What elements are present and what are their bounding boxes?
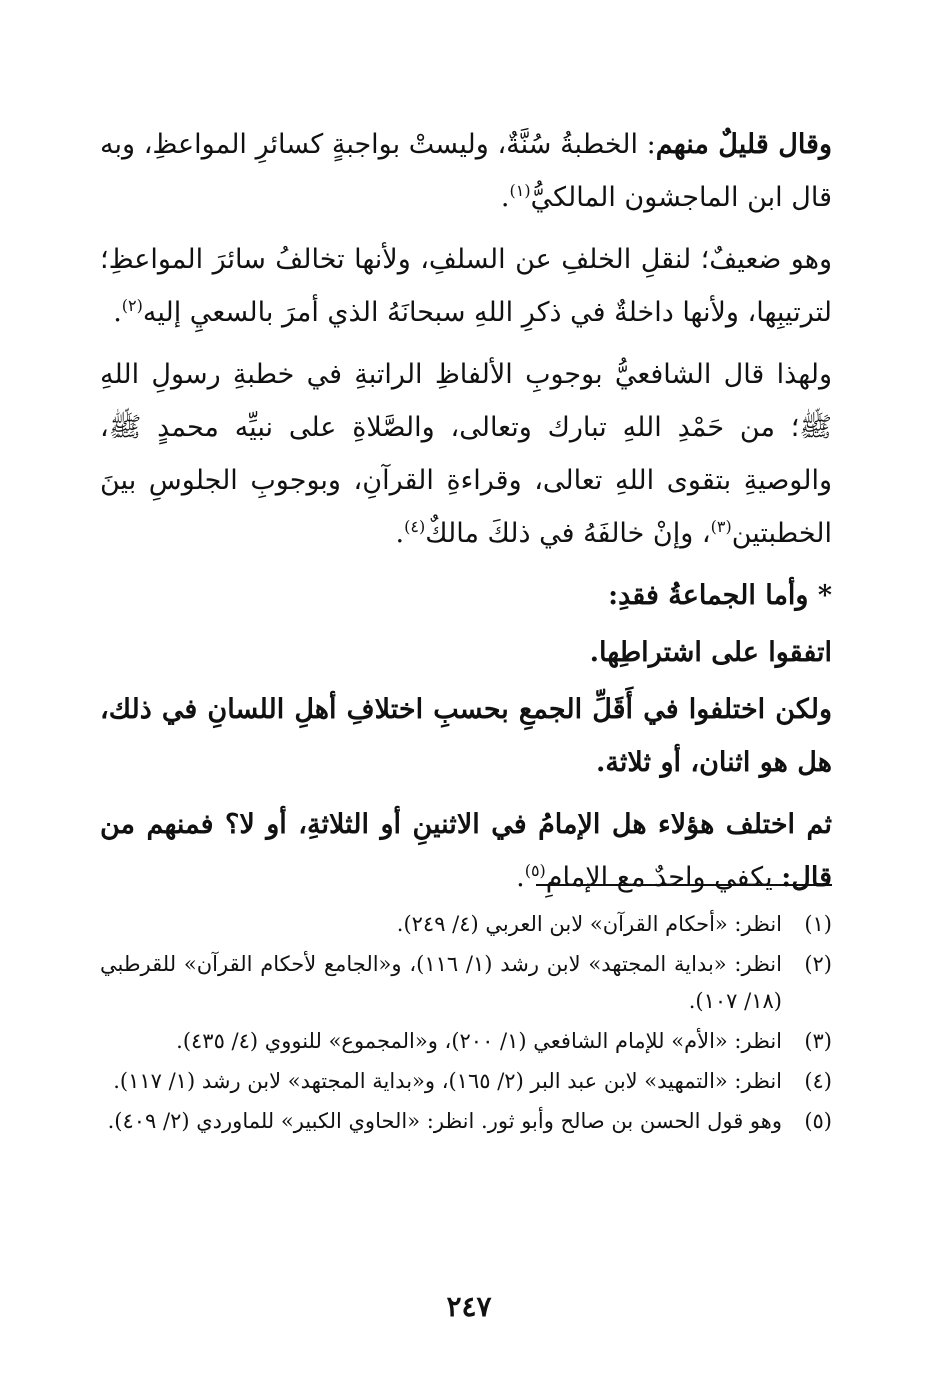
footnote-item	[100, 1063, 832, 1100]
main-text	[100, 118, 832, 913]
paragraph-3-mid: ، وإنْ خالفَهُ في ذلكَ مالكٌ	[425, 518, 711, 549]
footnote-separator	[536, 884, 832, 886]
footnote-ref-4[interactable]: (٤)	[404, 517, 426, 536]
paragraph-7	[100, 798, 832, 904]
footnote-number: (١)	[804, 912, 832, 936]
footnote-text: انظر: «التمهيد» لابن عبد البر (٢/ ١٦٥)، و«بداية المجتهد» لابن رشد (١/ ١١٧).	[113, 1069, 782, 1093]
footnote-item	[100, 1103, 832, 1140]
section-heading-jamaa: * وأما الجماعةُ فقدِ:	[608, 580, 832, 611]
paragraph-6: ولكن اختلفوا في أَقَلِّ الجمعِ بحسبِ اختلافِ أهلِ اللسانِ في ذلك، هل هو اثنان، أو ثلاثة.	[100, 694, 832, 778]
paragraph-1-lead: وقال قليلٌ منهم	[655, 129, 832, 160]
footnote-item	[100, 906, 832, 943]
paragraph-2-text: وهو ضعيفٌ؛ لنقلِ الخلفِ عن السلفِ، ولأنها تخالفُ سائرَ المواعظِ؛ لترتيبِها، ولأنها داخلةٌ في ذكرِ اللهِ سبحانَهُ الذي أمرَ بالسعيِ إليه	[100, 244, 832, 328]
footnote-number: (٣)	[804, 1029, 832, 1053]
paragraph-5: اتفقوا على اشتراطِها.	[589, 637, 832, 668]
paragraph-1	[100, 118, 832, 224]
page-number: ٢٤٧	[446, 1290, 492, 1323]
footnote-number: (٢)	[804, 952, 832, 976]
footnote-text: وهو قول الحسن بن صالح وأبو ثور. انظر: «الحاوي الكبير» للماوردي (٢/ ٤٠٩).	[107, 1109, 782, 1133]
paragraph-3	[100, 348, 832, 560]
footnote-text: انظر: «بداية المجتهد» لابن رشد (١/ ١١٦)، و«الجامع لأحكام القرآن» للقرطبي (١٨/ ١٠٧).	[100, 952, 782, 1013]
paragraph-1-end: .	[500, 182, 510, 213]
footnote-ref-5[interactable]: (٥)	[524, 861, 546, 880]
paragraph-2	[100, 233, 832, 339]
footnote-number: (٤)	[804, 1069, 832, 1093]
footnote-ref-1[interactable]: (١)	[509, 181, 531, 200]
paragraph-7-bold: ثم اختلف هؤلاء هل الإمامُ في الاثنينِ أو الثلاثةِ، أو لا؟ فمنهم من قال:	[100, 809, 832, 893]
footnote-item	[100, 1023, 832, 1060]
footnote-number: (٥)	[804, 1109, 832, 1133]
footnotes	[100, 906, 832, 1143]
footnote-item	[100, 946, 832, 1020]
footnote-ref-3[interactable]: (٣)	[710, 517, 732, 536]
paragraph-1-text: : الخطبةُ سُنَّةٌ، وليستْ بواجبةٍ كسائرِ المواعظِ، وبه قال ابن الماجشون المالكيُّ	[100, 129, 832, 213]
paragraph-2-end: .	[113, 297, 122, 328]
footnote-text: انظر: «أحكام القرآن» لابن العربي (٤/ ٢٤٩).	[396, 912, 782, 936]
paragraph-3-end: .	[395, 518, 405, 549]
footnote-ref-2[interactable]: (٢)	[121, 296, 143, 315]
paragraph-7-normal: يكفي واحدٌ مع الإمامِ	[545, 862, 773, 893]
paragraph-3-text: ولهذا قال الشافعيُّ بوجوبِ الألفاظِ الراتبةِ في خطبةِ رسولِ اللهِ ﷺ؛ من حَمْدِ اللهِ تبارك وتعالى، والصَّلاةِ على نبيِّه محمدٍ ﷺ، والوصيةِ بتقوى اللهِ تعالى، وقراءةِ القرآنِ، وبوجوبِ الجلوسِ بينَ الخطبتين	[100, 359, 832, 549]
footnote-text: انظر: «الأم» للإمام الشافعي (١/ ٢٠٠)، و«المجموع» للنووي (٤/ ٤٣٥).	[176, 1029, 782, 1053]
paragraph-7-end: .	[516, 862, 525, 893]
